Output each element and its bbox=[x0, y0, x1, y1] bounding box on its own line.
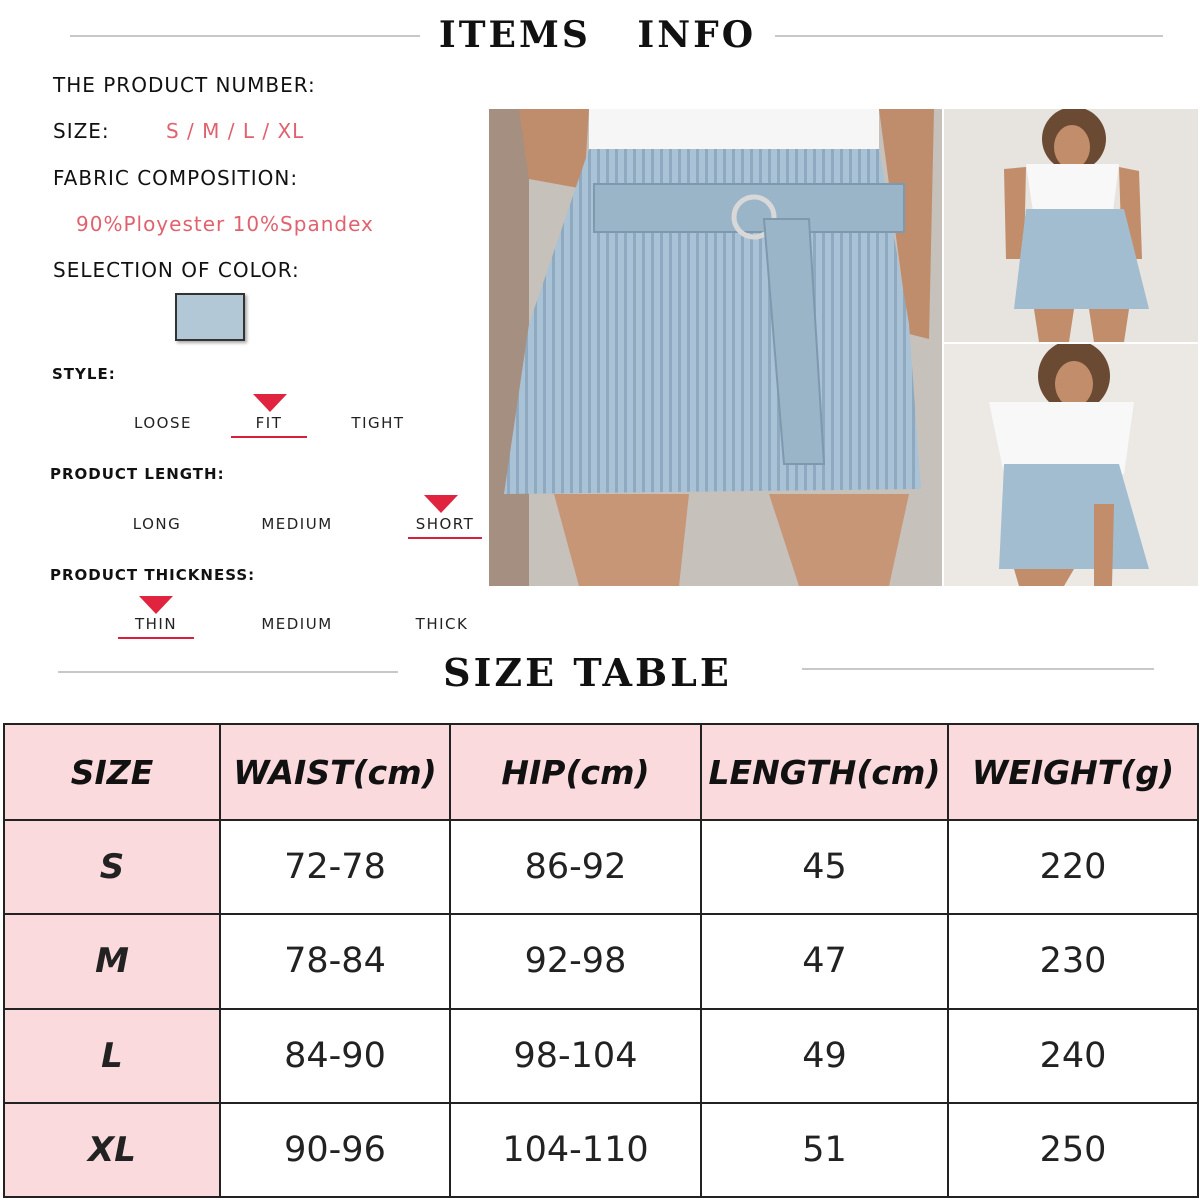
size-table-rule-right bbox=[802, 668, 1154, 670]
row-size-cell: L bbox=[4, 1009, 220, 1103]
table-row bbox=[4, 914, 1198, 1008]
weight-cell: 240 bbox=[948, 1009, 1198, 1103]
product-photo-main bbox=[489, 109, 942, 586]
weight-cell: 250 bbox=[948, 1103, 1198, 1197]
header-size: SIZE bbox=[4, 724, 220, 820]
header-rule-left bbox=[70, 35, 420, 37]
length-selected-marker-icon bbox=[424, 495, 458, 513]
size-table-title: SIZE TABLE bbox=[443, 650, 732, 695]
size-table-rule-left bbox=[58, 671, 398, 673]
product-number-label: THE PRODUCT NUMBER: bbox=[53, 73, 316, 97]
waist-cell: 90-96 bbox=[220, 1103, 450, 1197]
length-option-long[interactable]: LONG bbox=[132, 515, 182, 533]
thickness-selected-marker-icon bbox=[139, 596, 173, 614]
length-cell: 47 bbox=[701, 914, 948, 1008]
length-label: PRODUCT LENGTH: bbox=[50, 465, 225, 483]
thickness-option-thin[interactable]: THIN bbox=[118, 615, 194, 639]
hip-cell: 92-98 bbox=[450, 914, 701, 1008]
product-photo-side bbox=[944, 109, 1198, 342]
size-table bbox=[3, 723, 1199, 1198]
size-table-header-row bbox=[4, 724, 1198, 820]
color-label: SELECTION OF COLOR: bbox=[53, 258, 300, 282]
header-weight: WEIGHT(g) bbox=[948, 724, 1198, 820]
table-row bbox=[4, 1103, 1198, 1197]
header-hip: HIP(cm) bbox=[450, 724, 701, 820]
length-cell: 51 bbox=[701, 1103, 948, 1197]
table-row bbox=[4, 1009, 1198, 1103]
row-size-cell: XL bbox=[4, 1103, 220, 1197]
style-selected-marker-icon bbox=[253, 394, 287, 412]
thickness-option-thick[interactable]: THICK bbox=[415, 615, 469, 633]
style-label: STYLE: bbox=[52, 365, 116, 383]
header-length: LENGTH(cm) bbox=[701, 724, 948, 820]
style-option-fit[interactable]: FIT bbox=[231, 414, 307, 438]
header-waist: WAIST(cm) bbox=[220, 724, 450, 820]
size-value: S / M / L / XL bbox=[166, 119, 305, 143]
waist-cell: 72-78 bbox=[220, 820, 450, 914]
hip-cell: 98-104 bbox=[450, 1009, 701, 1103]
length-option-short[interactable]: SHORT bbox=[408, 515, 482, 539]
fabric-label: FABRIC COMPOSITION: bbox=[53, 166, 299, 190]
color-swatch-light-blue[interactable] bbox=[175, 293, 245, 341]
header-rule-right bbox=[775, 35, 1163, 37]
thickness-label: PRODUCT THICKNESS: bbox=[50, 566, 256, 584]
hip-cell: 86-92 bbox=[450, 820, 701, 914]
table-row bbox=[4, 820, 1198, 914]
items-info-title: ITEMS INFO bbox=[438, 14, 757, 56]
length-cell: 45 bbox=[701, 820, 948, 914]
row-size-cell: M bbox=[4, 914, 220, 1008]
row-size-cell: S bbox=[4, 820, 220, 914]
weight-cell: 220 bbox=[948, 820, 1198, 914]
length-option-medium[interactable]: MEDIUM bbox=[261, 515, 333, 533]
style-option-loose[interactable]: LOOSE bbox=[134, 414, 192, 432]
product-photo-front bbox=[944, 344, 1198, 586]
size-label: SIZE: bbox=[53, 119, 110, 143]
weight-cell: 230 bbox=[948, 914, 1198, 1008]
waist-cell: 78-84 bbox=[220, 914, 450, 1008]
thickness-option-medium[interactable]: MEDIUM bbox=[261, 615, 333, 633]
hip-cell: 104-110 bbox=[450, 1103, 701, 1197]
fabric-value: 90%Ployester 10%Spandex bbox=[76, 212, 374, 236]
length-cell: 49 bbox=[701, 1009, 948, 1103]
style-option-tight[interactable]: TIGHT bbox=[351, 414, 405, 432]
waist-cell: 84-90 bbox=[220, 1009, 450, 1103]
